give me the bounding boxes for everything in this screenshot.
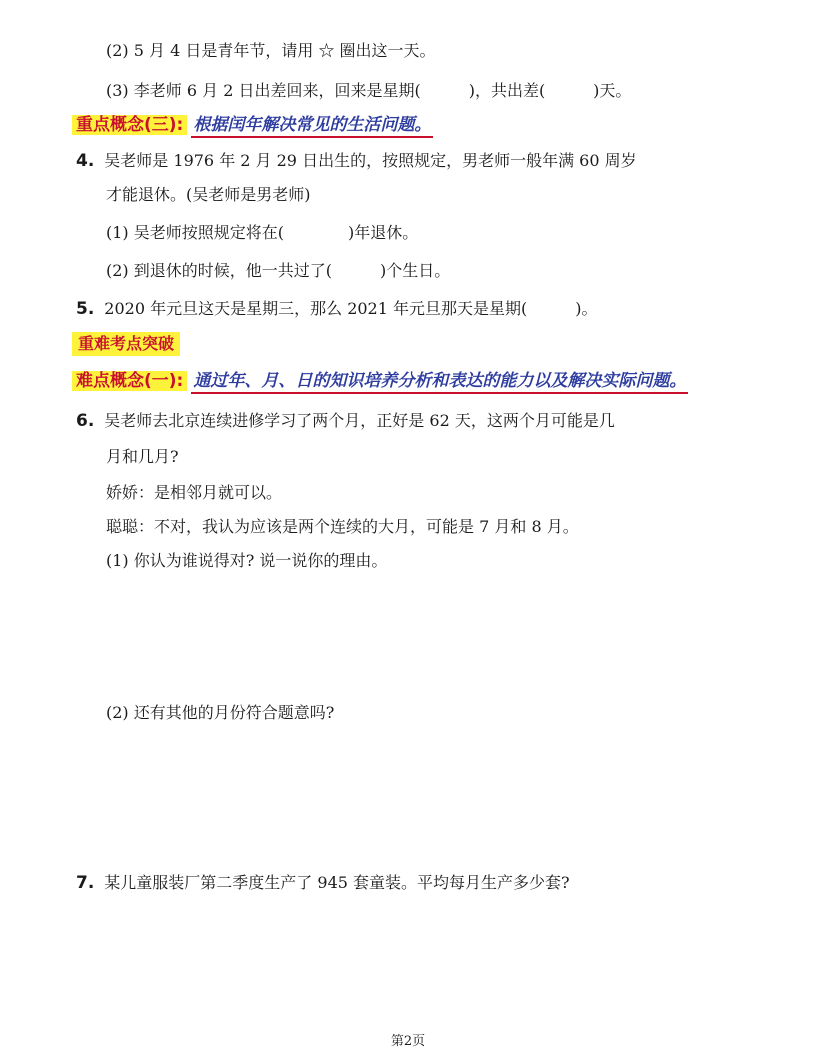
concept-3-text: 根据闰年解决常见的生活问题。 <box>191 115 433 138</box>
q7-text: 某儿童服装厂第二季度生产了 945 套童装。平均每月生产多少套? <box>104 873 570 892</box>
q4-sub2: (2) 到退休的时候，他一共过了( )个生日。 <box>106 261 451 280</box>
difficult-1-text: 通过年、月、日的知识培养分析和表达的能力以及解决实际问题。 <box>191 371 688 394</box>
q6-number: 6. <box>76 411 95 431</box>
q3-sub2: (2) 5 月 4 日是青年节，请用 ☆ 圈出这一天。 <box>106 41 436 60</box>
concept-3 <box>72 112 433 138</box>
q6-sub2: (2) 还有其他的月份符合题意吗? <box>106 703 335 722</box>
concept-3-label: 重点概念(三): <box>72 115 187 135</box>
q4-text-1: 吴老师是 1976 年 2 月 29 日出生的，按照规定，男老师一般年满 60 周岁 <box>104 151 637 170</box>
q6-congcong: 聪聪：不对，我认为应该是两个连续的大月，可能是 7 月和 8 月。 <box>106 517 579 536</box>
q6-line1 <box>76 410 615 432</box>
q7-number: 7. <box>76 873 95 893</box>
q7-line <box>76 872 570 894</box>
q6-text-1: 吴老师去北京连续进修学习了两个月，正好是 62 天，这两个月可能是几 <box>104 411 615 430</box>
q5-number: 5. <box>76 299 95 319</box>
q4-sub1: (1) 吴老师按照规定将在( )年退休。 <box>106 223 419 242</box>
q6-jiaojiao: 娇娇：是相邻月就可以。 <box>106 483 283 502</box>
section-heading: 重难考点突破 <box>72 332 180 356</box>
q4-number: 4. <box>76 151 95 171</box>
q3-sub3: (3) 李老师 6 月 2 日出差回来，回来是星期( )，共出差( )天。 <box>106 81 632 100</box>
q6-line2: 月和几月? <box>106 447 179 466</box>
q6-sub1: (1) 你认为谁说得对? 说一说你的理由。 <box>106 551 388 570</box>
q4-line1 <box>76 150 637 172</box>
q4-line2: 才能退休。(吴老师是男老师) <box>106 185 311 204</box>
q5-text: 2020 年元旦这天是星期三，那么 2021 年元旦那天是星期( )。 <box>104 299 598 318</box>
q5-line <box>76 298 597 320</box>
difficult-concept-1 <box>72 368 688 394</box>
page-number: 第2页 <box>390 1034 426 1049</box>
difficult-1-label: 难点概念(一): <box>72 371 187 391</box>
